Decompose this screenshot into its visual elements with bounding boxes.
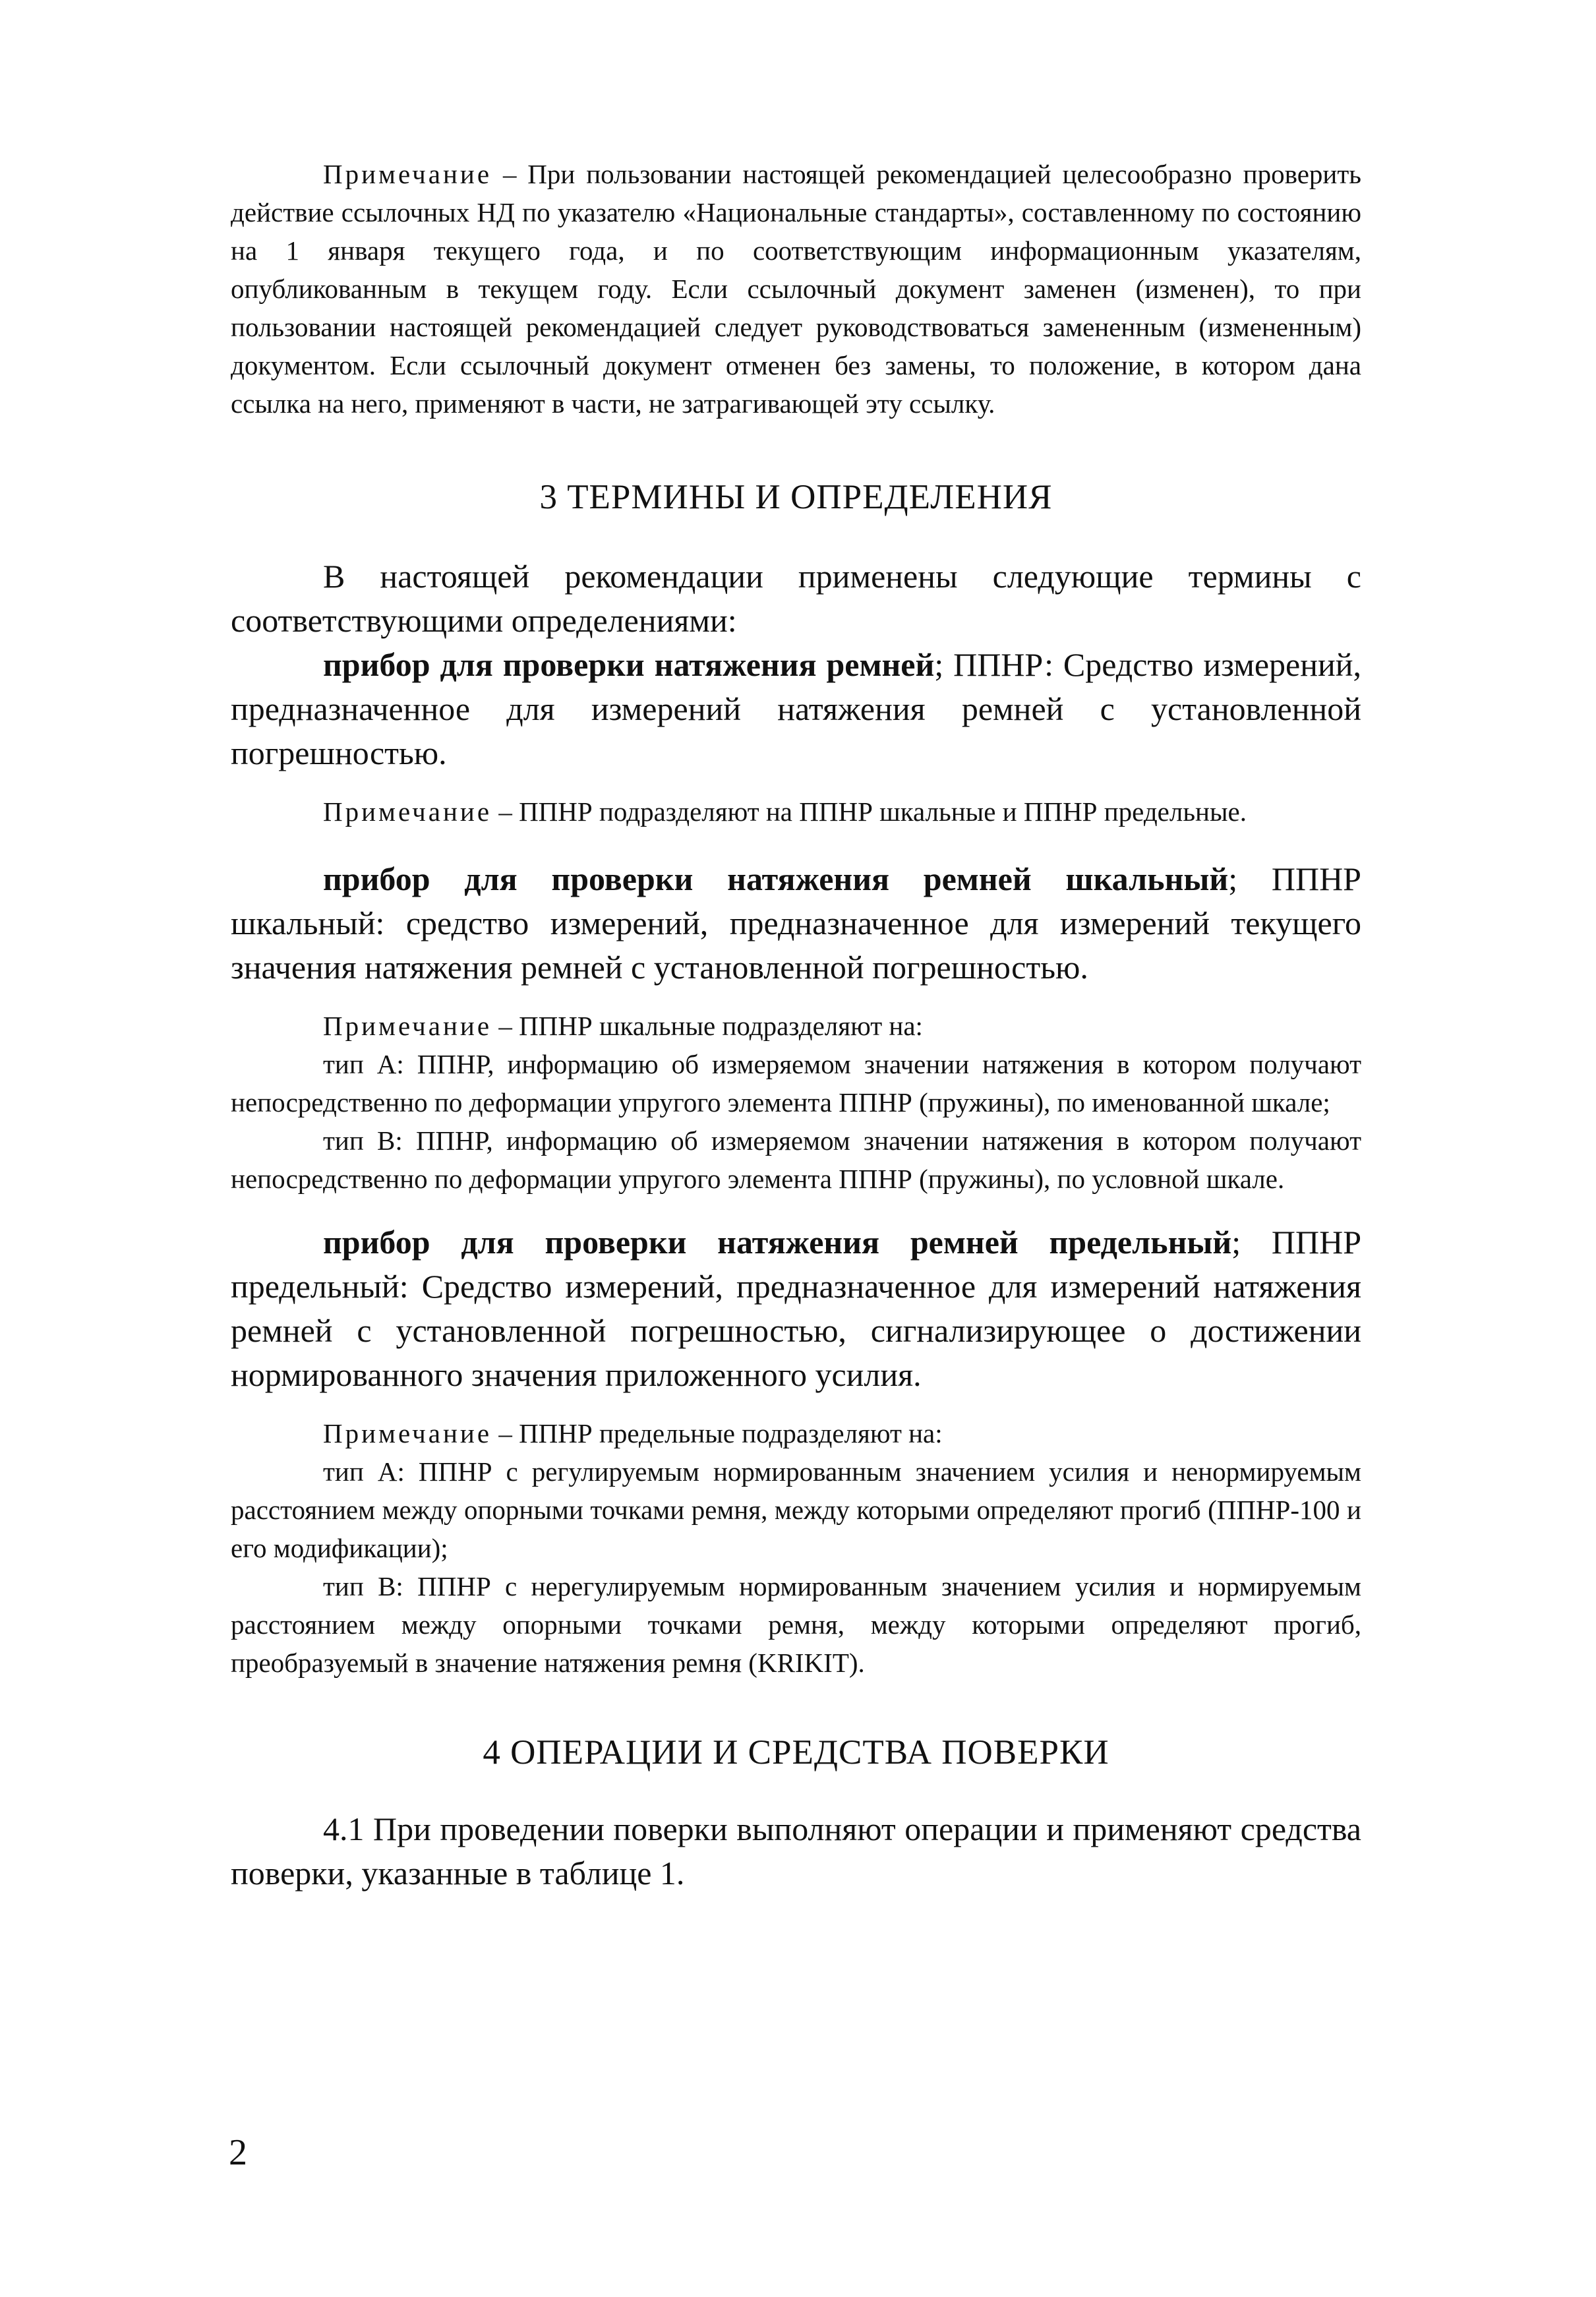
section-3-heading: 3 ТЕРМИНЫ И ОПРЕДЕЛЕНИЯ bbox=[539, 478, 1053, 516]
note-1-label: Примечание bbox=[323, 796, 492, 827]
note-3-label: Примечание bbox=[323, 1418, 492, 1448]
document-page bbox=[231, 155, 1361, 1895]
note-3-type-b: тип В: ППНР с нерегулируемым нормированным значением усилия и нормируемым расстоянием между опорными точками ремня, между которыми определяют прогиб, преобразуемый в значение натяжения ремня (KRIKIT). bbox=[231, 1571, 1361, 1678]
note-3 bbox=[231, 1414, 1361, 1452]
note-2-type-b: тип В: ППНР, информацию об измеряемом значении натяжения в котором получают непосредственно по деформации упругого элемента ППНР (пружины), по условной шкале. bbox=[231, 1125, 1361, 1194]
term-definition-2 bbox=[231, 857, 1361, 990]
term-3: прибор для проверки натяжения ремней предельный bbox=[323, 1224, 1232, 1261]
section-4-paragraph-1: 4.1 При проведении поверки выполняют операции и применяют средства поверки, указанные в таблице 1. bbox=[231, 1810, 1361, 1892]
note-text: – При пользовании настоящей рекомендацией целесообразно проверить действие ссылочных НД по указателю «Национальные стандарты», составленному по состоянию на 1 января текущего года, и по соответствующим информационным указателям, опубликованным в текущем году. Если ссылочный документ заменен (изменен), то при пользовании настоящей рекомендацией следует руководствоваться замененным (измененным) документом. Если ссылочный документ отменен без замены, то положение, в котором дана ссылка на него, применяют в части, не затрагивающей эту ссылку. bbox=[231, 159, 1361, 419]
definition-2: ; ППНР шкальный: средство измерений, предназначенное для измерений текущего значения натяжения ремней с установленной погрешностью. bbox=[231, 860, 1361, 986]
note-label: Примечание bbox=[323, 159, 492, 189]
note-3-text: – ППНР предельные подразделяют на: bbox=[492, 1418, 943, 1448]
note-3-type-a: тип А: ППНР с регулируемым нормированным значением усилия и ненормируемым расстоянием между опорными точками ремня, между которыми определяют прогиб (ППНР-100 и его модификации); bbox=[231, 1456, 1361, 1563]
note-2-type-a: тип А: ППНР, информацию об измеряемом значении натяжения в котором получают непосредственно по деформации упругого элемента ППНР (пружины), по именованной шкале; bbox=[231, 1049, 1361, 1118]
term-definition-3 bbox=[231, 1220, 1361, 1397]
note-2-label: Примечание bbox=[323, 1011, 492, 1041]
note-intro bbox=[231, 155, 1361, 423]
page-number: 2 bbox=[229, 2132, 247, 2173]
note-1-text: – ППНР подразделяют на ППНР шкальные и ППНР предельные. bbox=[492, 796, 1247, 827]
section-4-heading: 4 ОПЕРАЦИИ И СРЕДСТВА ПОВЕРКИ bbox=[483, 1733, 1109, 1772]
term-2: прибор для проверки натяжения ремней шкальный bbox=[323, 860, 1229, 897]
definition-3: ; ППНР предельный: Средство измерений, предназначенное для измерений натяжения ремней с установленной погрешностью, сигнализирующее о достижении нормированного значения приложенного усилия. bbox=[231, 1224, 1361, 1393]
note-2 bbox=[231, 1007, 1361, 1045]
definition-1: ; ППНР: Средство измерений, предназначенное для измерений натяжения ремней с установленной погрешностью. bbox=[231, 646, 1361, 771]
note-2-text: – ППНР шкальные подразделяют на: bbox=[492, 1011, 923, 1041]
term-1: прибор для проверки натяжения ремней bbox=[323, 646, 935, 683]
note-1 bbox=[231, 792, 1361, 831]
term-definition-1 bbox=[231, 643, 1361, 775]
section-3-intro: В настоящей рекомендации применены следующие термины с соответствующими определениями: bbox=[231, 558, 1361, 639]
